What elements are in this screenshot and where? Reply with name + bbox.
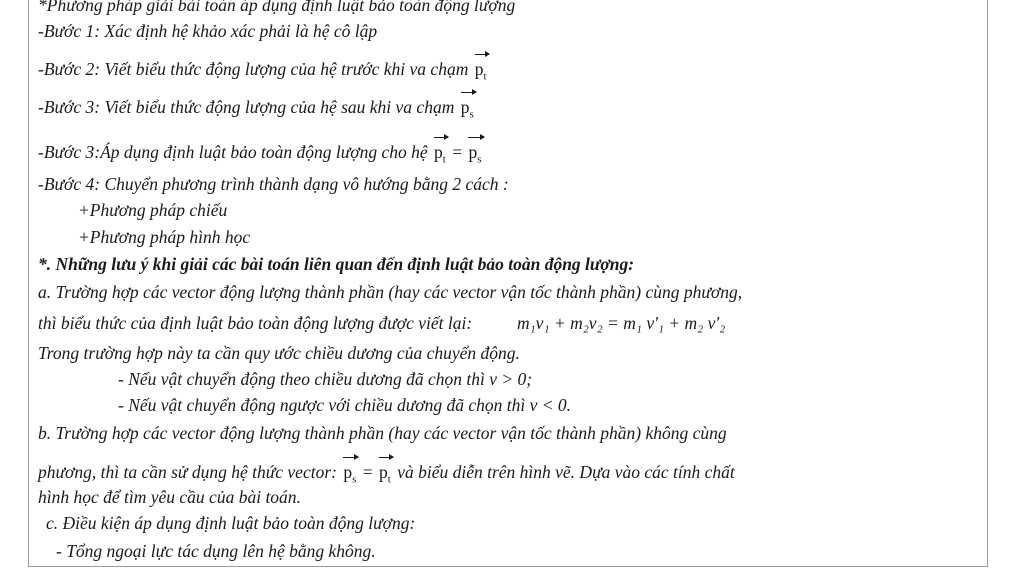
note-c-heading: c. Điều kiện áp dụng định luật bảo toàn động lượng: (46, 513, 416, 533)
step-3b: -Bước 3:Áp dụng định luật bảo toàn động lượng cho hệ $p_t = p_s$ (38, 137, 484, 171)
note-b-line3: hình học để tìm yêu cầu của bài toán. (38, 487, 301, 507)
vector-eq-right: $p_t$ (379, 457, 391, 491)
step-2: -Bước 2: Viết biểu thức động lượng của hệ trước khi va chạm $p_t$ (38, 54, 489, 88)
note-a-positive: - Nếu vật chuyển động theo chiều dương đã chọn thì v > 0; (118, 369, 533, 389)
eq-left-vector: $p_t$ (434, 137, 446, 171)
step-1: -Bước 1: Xác định hệ khảo xác phải là hệ cô lập (38, 21, 378, 41)
note-a-line1: a. Trường hợp các vector động lượng thành phần (hay các vector vận tốc thành phần) cùng phương, (38, 282, 743, 302)
method-heading: *Phương pháp giải bài toán áp dụng định luật bảo toàn động lượng (38, 0, 516, 15)
note-a-line2: thì biểu thức của định luật bảo toàn động lượng được viết lại: m₁v₁ + m₂v₂ = m₁ v'₁ + m₂ v'₂ (38, 313, 726, 333)
note-c-condition: - Tổng ngoại lực tác dụng lên hệ bằng không. (56, 541, 376, 561)
conservation-formula: m₁v₁ + m₂v₂ = m₁ v'₁ + m₂ v'₂ (516, 313, 726, 333)
step-4: -Bước 4: Chuyển phương trình thành dạng vô hướng bằng 2 cách : (38, 174, 509, 194)
vector-eq-left: $p_s$ (343, 457, 356, 491)
step-3: -Bước 3: Viết biểu thức động lượng của hệ sau khi va chạm $p_s$ (38, 92, 476, 126)
method-projection: +Phương pháp chiếu (78, 200, 228, 220)
note-b-line2: phương, thì ta cần sử dụng hệ thức vector: $p_s = p_t$ và biểu diễn trên hình vẽ. Dựa vào các tính chất (38, 457, 735, 491)
note-a-line3: Trong trường hợp này ta cần quy ước chiều dương của chuyển động. (38, 343, 520, 363)
momentum-after-vector: $p_s$ (461, 92, 474, 126)
note-a-negative: - Nếu vật chuyển động ngược với chiều dương đã chọn thì v < 0. (118, 395, 572, 415)
momentum-before-vector: $p_t$ (475, 54, 487, 88)
notes-heading: *. Những lưu ý khi giải các bài toán liên quan đến định luật bảo toàn động lượng: (38, 254, 635, 274)
method-geometry: +Phương pháp hình học (78, 227, 251, 247)
note-b-line1: b. Trường hợp các vector động lượng thành phần (hay các vector vận tốc thành phần) không cùng (38, 423, 727, 443)
eq-right-vector: $p_s$ (468, 137, 481, 171)
